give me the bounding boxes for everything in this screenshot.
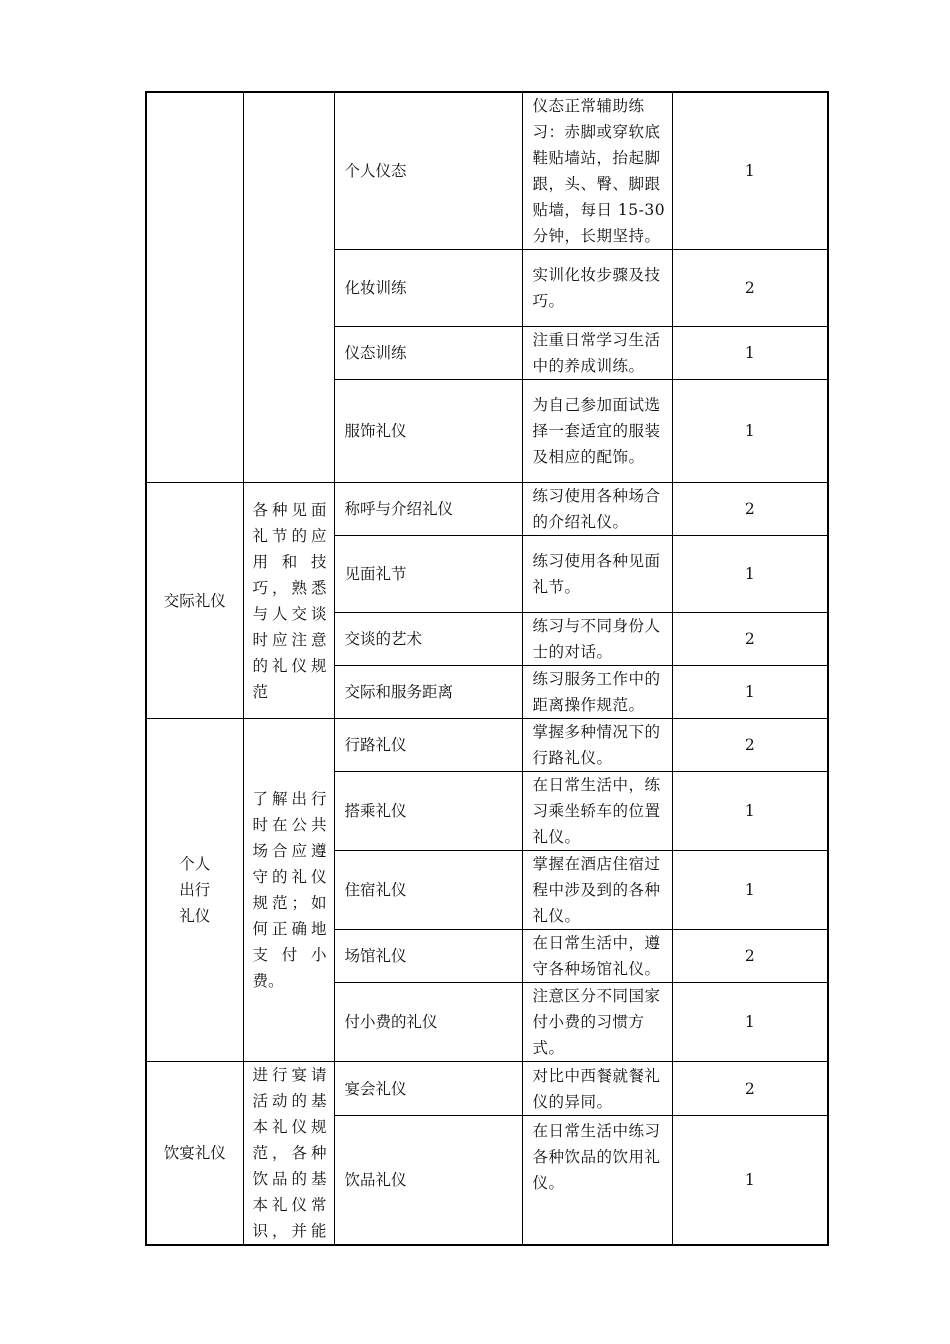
module-goal-cell bbox=[243, 1062, 334, 1246]
hours-cell: 1 bbox=[672, 772, 828, 851]
hours-cell: 1 bbox=[672, 92, 828, 250]
topic-cell: 称呼与介绍礼仪 bbox=[334, 483, 522, 536]
table-row bbox=[146, 1062, 828, 1116]
hours-cell: 2 bbox=[672, 1062, 828, 1116]
activity-cell: 在日常生活中练习各种饮品的饮用礼仪。 bbox=[522, 1116, 672, 1245]
activity-cell: 掌握在酒店住宿过程中涉及到的各种礼仪。 bbox=[522, 851, 672, 930]
activity-cell: 实训化妆步骤及技巧。 bbox=[522, 250, 672, 327]
topic-cell: 宴会礼仪 bbox=[334, 1062, 522, 1116]
hours-cell: 1 bbox=[672, 380, 828, 483]
activity-cell: 练习使用各种场合的介绍礼仪。 bbox=[522, 483, 672, 536]
hours-cell: 1 bbox=[672, 1116, 828, 1245]
hours-cell: 1 bbox=[672, 666, 828, 719]
topic-cell: 仪态训练 bbox=[334, 327, 522, 380]
hours-cell: 1 bbox=[672, 327, 828, 380]
topic-cell: 交谈的艺术 bbox=[334, 613, 522, 666]
hours-cell: 2 bbox=[672, 250, 828, 327]
hours-cell: 2 bbox=[672, 930, 828, 983]
activity-cell: 注重日常学习生活中的养成训练。 bbox=[522, 327, 672, 380]
activity-cell: 练习服务工作中的距离操作规范。 bbox=[522, 666, 672, 719]
activity-cell: 仪态正常辅助练习：赤脚或穿软底鞋贴墙站，抬起脚跟，头、臀、脚跟贴墙，每日 15-30 分钟，长期坚持。 bbox=[522, 92, 672, 250]
activity-cell: 对比中西餐就餐礼仪的异同。 bbox=[522, 1062, 672, 1116]
module-goal-cell bbox=[243, 483, 334, 719]
module-goal-text: 进行宴请活动的基本礼仪规范，各种饮品的基本礼仪常识，并能 bbox=[252, 1066, 327, 1240]
module-name-cell bbox=[146, 719, 243, 1062]
module-goal-cell bbox=[243, 92, 334, 483]
module-name-cell: 饮宴礼仪 bbox=[146, 1062, 243, 1246]
module-name-cell: 交际礼仪 bbox=[146, 483, 243, 719]
topic-cell: 饮品礼仪 bbox=[334, 1116, 522, 1245]
topic-cell: 场馆礼仪 bbox=[334, 930, 522, 983]
module-name-cell bbox=[146, 92, 243, 483]
hours-cell: 1 bbox=[672, 536, 828, 613]
topic-cell: 搭乘礼仪 bbox=[334, 772, 522, 851]
course-content-table bbox=[145, 91, 829, 1246]
topic-cell: 服饰礼仪 bbox=[334, 380, 522, 483]
hours-cell: 2 bbox=[672, 719, 828, 772]
hours-cell: 1 bbox=[672, 983, 828, 1062]
activity-cell: 为自己参加面试选择一套适宜的服装及相应的配饰。 bbox=[522, 380, 672, 483]
module-goal-cell bbox=[243, 719, 334, 1062]
table-row bbox=[146, 483, 828, 536]
activity-cell: 在日常生活中，练习乘坐轿车的位置礼仪。 bbox=[522, 772, 672, 851]
topic-cell: 见面礼节 bbox=[334, 536, 522, 613]
hours-cell: 2 bbox=[672, 613, 828, 666]
topic-cell: 付小费的礼仪 bbox=[334, 983, 522, 1062]
hours-cell: 1 bbox=[672, 851, 828, 930]
topic-cell: 个人仪态 bbox=[334, 92, 522, 250]
activity-cell: 在日常生活中，遵守各种场馆礼仪。 bbox=[522, 930, 672, 983]
topic-cell: 交际和服务距离 bbox=[334, 666, 522, 719]
module-goal-text: 各种见面礼节的应用和技巧，熟悉与人交谈时应注意的礼仪规范 bbox=[252, 500, 327, 701]
topic-cell: 化妆训练 bbox=[334, 250, 522, 327]
topic-cell: 住宿礼仪 bbox=[334, 851, 522, 930]
module-goal-text: 了解出行时在公共场合应遵守的礼仪规范；如何正确地支付小费。 bbox=[252, 790, 327, 990]
hours-cell: 2 bbox=[672, 483, 828, 536]
activity-cell: 注意区分不同国家付小费的习惯方式。 bbox=[522, 983, 672, 1062]
activity-cell: 掌握多种情况下的行路礼仪。 bbox=[522, 719, 672, 772]
activity-cell: 练习与不同身份人士的对话。 bbox=[522, 613, 672, 666]
table-row bbox=[146, 719, 828, 772]
activity-cell: 练习使用各种见面礼节。 bbox=[522, 536, 672, 613]
table-row bbox=[146, 92, 828, 250]
module-name-text: 个人出行礼仪 bbox=[179, 855, 211, 925]
topic-cell: 行路礼仪 bbox=[334, 719, 522, 772]
